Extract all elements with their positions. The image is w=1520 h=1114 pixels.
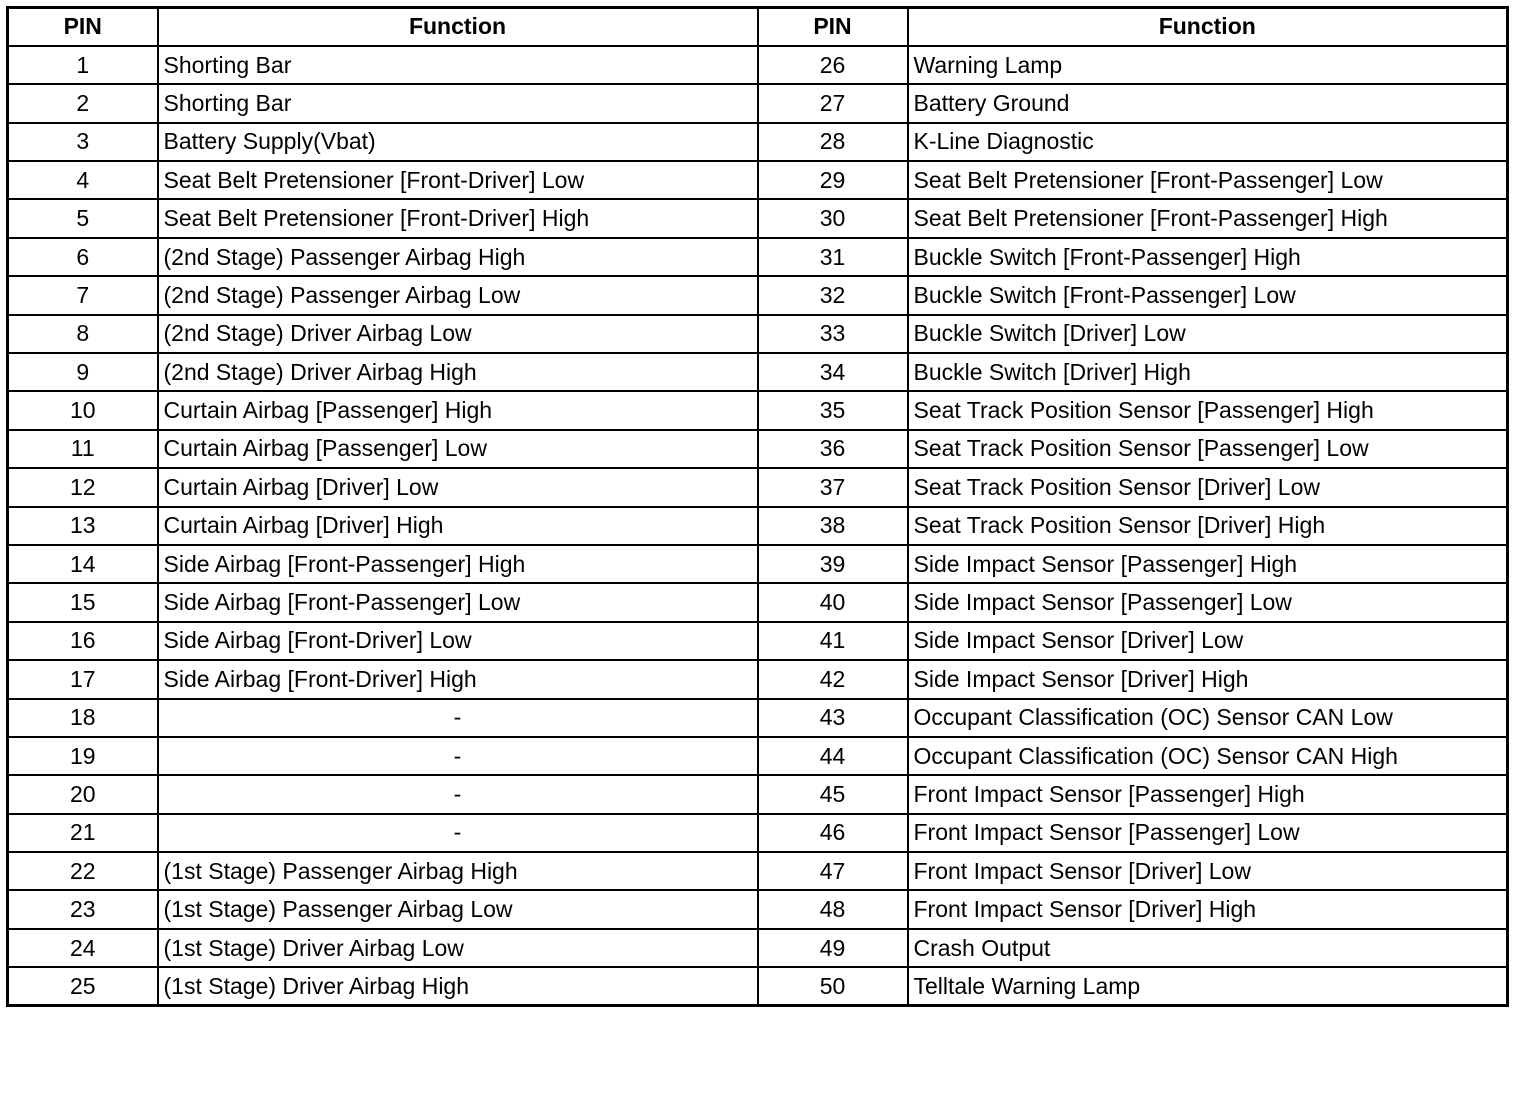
pin-number-left: 22 bbox=[8, 852, 158, 890]
function-right: Crash Output bbox=[908, 929, 1508, 967]
pin-number-left: 9 bbox=[8, 353, 158, 391]
table-row bbox=[8, 507, 1508, 545]
pin-number-right: 45 bbox=[758, 775, 908, 813]
function-left: Side Airbag [Front-Passenger] Low bbox=[158, 583, 758, 621]
pin-number-right: 27 bbox=[758, 84, 908, 122]
table-row bbox=[8, 468, 1508, 506]
function-right: Buckle Switch [Front-Passenger] High bbox=[908, 238, 1508, 276]
function-right: Seat Track Position Sensor [Passenger] Low bbox=[908, 430, 1508, 468]
function-left: - bbox=[158, 814, 758, 852]
pin-number-left: 6 bbox=[8, 238, 158, 276]
pin-function-table bbox=[6, 6, 1509, 1007]
function-right: Side Impact Sensor [Passenger] Low bbox=[908, 583, 1508, 621]
pin-number-right: 26 bbox=[758, 46, 908, 84]
function-left: (1st Stage) Driver Airbag Low bbox=[158, 929, 758, 967]
table-row bbox=[8, 123, 1508, 161]
table-row bbox=[8, 929, 1508, 967]
table-row bbox=[8, 699, 1508, 737]
pin-number-left: 4 bbox=[8, 161, 158, 199]
pin-number-left: 1 bbox=[8, 46, 158, 84]
header-function-left: Function bbox=[158, 8, 758, 46]
header-pin-left: PIN bbox=[8, 8, 158, 46]
function-right: Front Impact Sensor [Driver] Low bbox=[908, 852, 1508, 890]
function-left: Seat Belt Pretensioner [Front-Driver] Low bbox=[158, 161, 758, 199]
pin-number-left: 5 bbox=[8, 199, 158, 237]
function-left: (2nd Stage) Passenger Airbag High bbox=[158, 238, 758, 276]
table-row bbox=[8, 391, 1508, 429]
pin-number-right: 43 bbox=[758, 699, 908, 737]
function-right: Front Impact Sensor [Passenger] High bbox=[908, 775, 1508, 813]
pin-number-right: 36 bbox=[758, 430, 908, 468]
pin-number-left: 2 bbox=[8, 84, 158, 122]
function-left: (2nd Stage) Driver Airbag Low bbox=[158, 315, 758, 353]
function-right: Battery Ground bbox=[908, 84, 1508, 122]
function-right: Buckle Switch [Driver] Low bbox=[908, 315, 1508, 353]
function-left: Side Airbag [Front-Driver] High bbox=[158, 660, 758, 698]
pin-number-left: 3 bbox=[8, 123, 158, 161]
function-left: Shorting Bar bbox=[158, 46, 758, 84]
pin-number-right: 32 bbox=[758, 276, 908, 314]
pin-number-left: 7 bbox=[8, 276, 158, 314]
header-pin-right: PIN bbox=[758, 8, 908, 46]
table-row bbox=[8, 353, 1508, 391]
table-row bbox=[8, 315, 1508, 353]
function-right: Telltale Warning Lamp bbox=[908, 967, 1508, 1005]
function-right: Buckle Switch [Driver] High bbox=[908, 353, 1508, 391]
function-left: Curtain Airbag [Passenger] Low bbox=[158, 430, 758, 468]
pin-number-left: 17 bbox=[8, 660, 158, 698]
table-row bbox=[8, 46, 1508, 84]
pin-number-left: 10 bbox=[8, 391, 158, 429]
function-left: Curtain Airbag [Driver] Low bbox=[158, 468, 758, 506]
pin-number-right: 50 bbox=[758, 967, 908, 1005]
function-right: Seat Belt Pretensioner [Front-Passenger] High bbox=[908, 199, 1508, 237]
table-row bbox=[8, 814, 1508, 852]
function-right: Seat Track Position Sensor [Passenger] High bbox=[908, 391, 1508, 429]
function-right: Buckle Switch [Front-Passenger] Low bbox=[908, 276, 1508, 314]
pin-number-right: 30 bbox=[758, 199, 908, 237]
function-right: Seat Track Position Sensor [Driver] Low bbox=[908, 468, 1508, 506]
pin-number-left: 23 bbox=[8, 890, 158, 928]
pin-number-right: 47 bbox=[758, 852, 908, 890]
function-left: Side Airbag [Front-Driver] Low bbox=[158, 622, 758, 660]
pin-number-left: 15 bbox=[8, 583, 158, 621]
function-left: Seat Belt Pretensioner [Front-Driver] High bbox=[158, 199, 758, 237]
table-row bbox=[8, 660, 1508, 698]
table-row bbox=[8, 775, 1508, 813]
pin-number-right: 41 bbox=[758, 622, 908, 660]
pin-number-right: 48 bbox=[758, 890, 908, 928]
pin-number-right: 46 bbox=[758, 814, 908, 852]
function-right: K-Line Diagnostic bbox=[908, 123, 1508, 161]
pin-number-left: 18 bbox=[8, 699, 158, 737]
function-left: - bbox=[158, 775, 758, 813]
pin-number-right: 28 bbox=[758, 123, 908, 161]
function-right: Warning Lamp bbox=[908, 46, 1508, 84]
pin-number-right: 35 bbox=[758, 391, 908, 429]
pin-number-left: 14 bbox=[8, 545, 158, 583]
pin-number-left: 21 bbox=[8, 814, 158, 852]
header-row bbox=[8, 8, 1508, 46]
pin-number-left: 13 bbox=[8, 507, 158, 545]
function-right: Occupant Classification (OC) Sensor CAN Low bbox=[908, 699, 1508, 737]
table-row bbox=[8, 890, 1508, 928]
header-function-right: Function bbox=[908, 8, 1508, 46]
pin-number-left: 24 bbox=[8, 929, 158, 967]
table-row bbox=[8, 161, 1508, 199]
table-row bbox=[8, 545, 1508, 583]
pin-number-right: 29 bbox=[758, 161, 908, 199]
pin-number-left: 20 bbox=[8, 775, 158, 813]
pin-number-left: 25 bbox=[8, 967, 158, 1005]
pin-number-right: 38 bbox=[758, 507, 908, 545]
function-left: - bbox=[158, 737, 758, 775]
pin-number-right: 49 bbox=[758, 929, 908, 967]
pin-number-right: 33 bbox=[758, 315, 908, 353]
pin-number-left: 19 bbox=[8, 737, 158, 775]
pin-number-left: 12 bbox=[8, 468, 158, 506]
function-left: Shorting Bar bbox=[158, 84, 758, 122]
table-row bbox=[8, 276, 1508, 314]
function-right: Occupant Classification (OC) Sensor CAN High bbox=[908, 737, 1508, 775]
table-row bbox=[8, 622, 1508, 660]
pin-number-right: 37 bbox=[758, 468, 908, 506]
function-left: Battery Supply(Vbat) bbox=[158, 123, 758, 161]
table-row bbox=[8, 967, 1508, 1005]
table-row bbox=[8, 84, 1508, 122]
pin-number-right: 40 bbox=[758, 583, 908, 621]
function-right: Front Impact Sensor [Passenger] Low bbox=[908, 814, 1508, 852]
pin-number-right: 31 bbox=[758, 238, 908, 276]
function-right: Side Impact Sensor [Driver] High bbox=[908, 660, 1508, 698]
pin-number-right: 39 bbox=[758, 545, 908, 583]
function-right: Side Impact Sensor [Passenger] High bbox=[908, 545, 1508, 583]
table-row bbox=[8, 199, 1508, 237]
pin-number-left: 8 bbox=[8, 315, 158, 353]
pin-number-right: 42 bbox=[758, 660, 908, 698]
function-right: Side Impact Sensor [Driver] Low bbox=[908, 622, 1508, 660]
table-row bbox=[8, 238, 1508, 276]
pin-number-right: 44 bbox=[758, 737, 908, 775]
pin-number-left: 16 bbox=[8, 622, 158, 660]
function-right: Seat Belt Pretensioner [Front-Passenger] Low bbox=[908, 161, 1508, 199]
function-left: (2nd Stage) Passenger Airbag Low bbox=[158, 276, 758, 314]
function-left: (2nd Stage) Driver Airbag High bbox=[158, 353, 758, 391]
table-body bbox=[8, 46, 1508, 1006]
table-row bbox=[8, 737, 1508, 775]
function-right: Front Impact Sensor [Driver] High bbox=[908, 890, 1508, 928]
pin-number-left: 11 bbox=[8, 430, 158, 468]
function-left: - bbox=[158, 699, 758, 737]
function-left: (1st Stage) Driver Airbag High bbox=[158, 967, 758, 1005]
function-left: Side Airbag [Front-Passenger] High bbox=[158, 545, 758, 583]
function-right: Seat Track Position Sensor [Driver] High bbox=[908, 507, 1508, 545]
function-left: (1st Stage) Passenger Airbag Low bbox=[158, 890, 758, 928]
function-left: (1st Stage) Passenger Airbag High bbox=[158, 852, 758, 890]
function-left: Curtain Airbag [Driver] High bbox=[158, 507, 758, 545]
pin-number-right: 34 bbox=[758, 353, 908, 391]
function-left: Curtain Airbag [Passenger] High bbox=[158, 391, 758, 429]
table-row bbox=[8, 852, 1508, 890]
table-row bbox=[8, 583, 1508, 621]
table-row bbox=[8, 430, 1508, 468]
